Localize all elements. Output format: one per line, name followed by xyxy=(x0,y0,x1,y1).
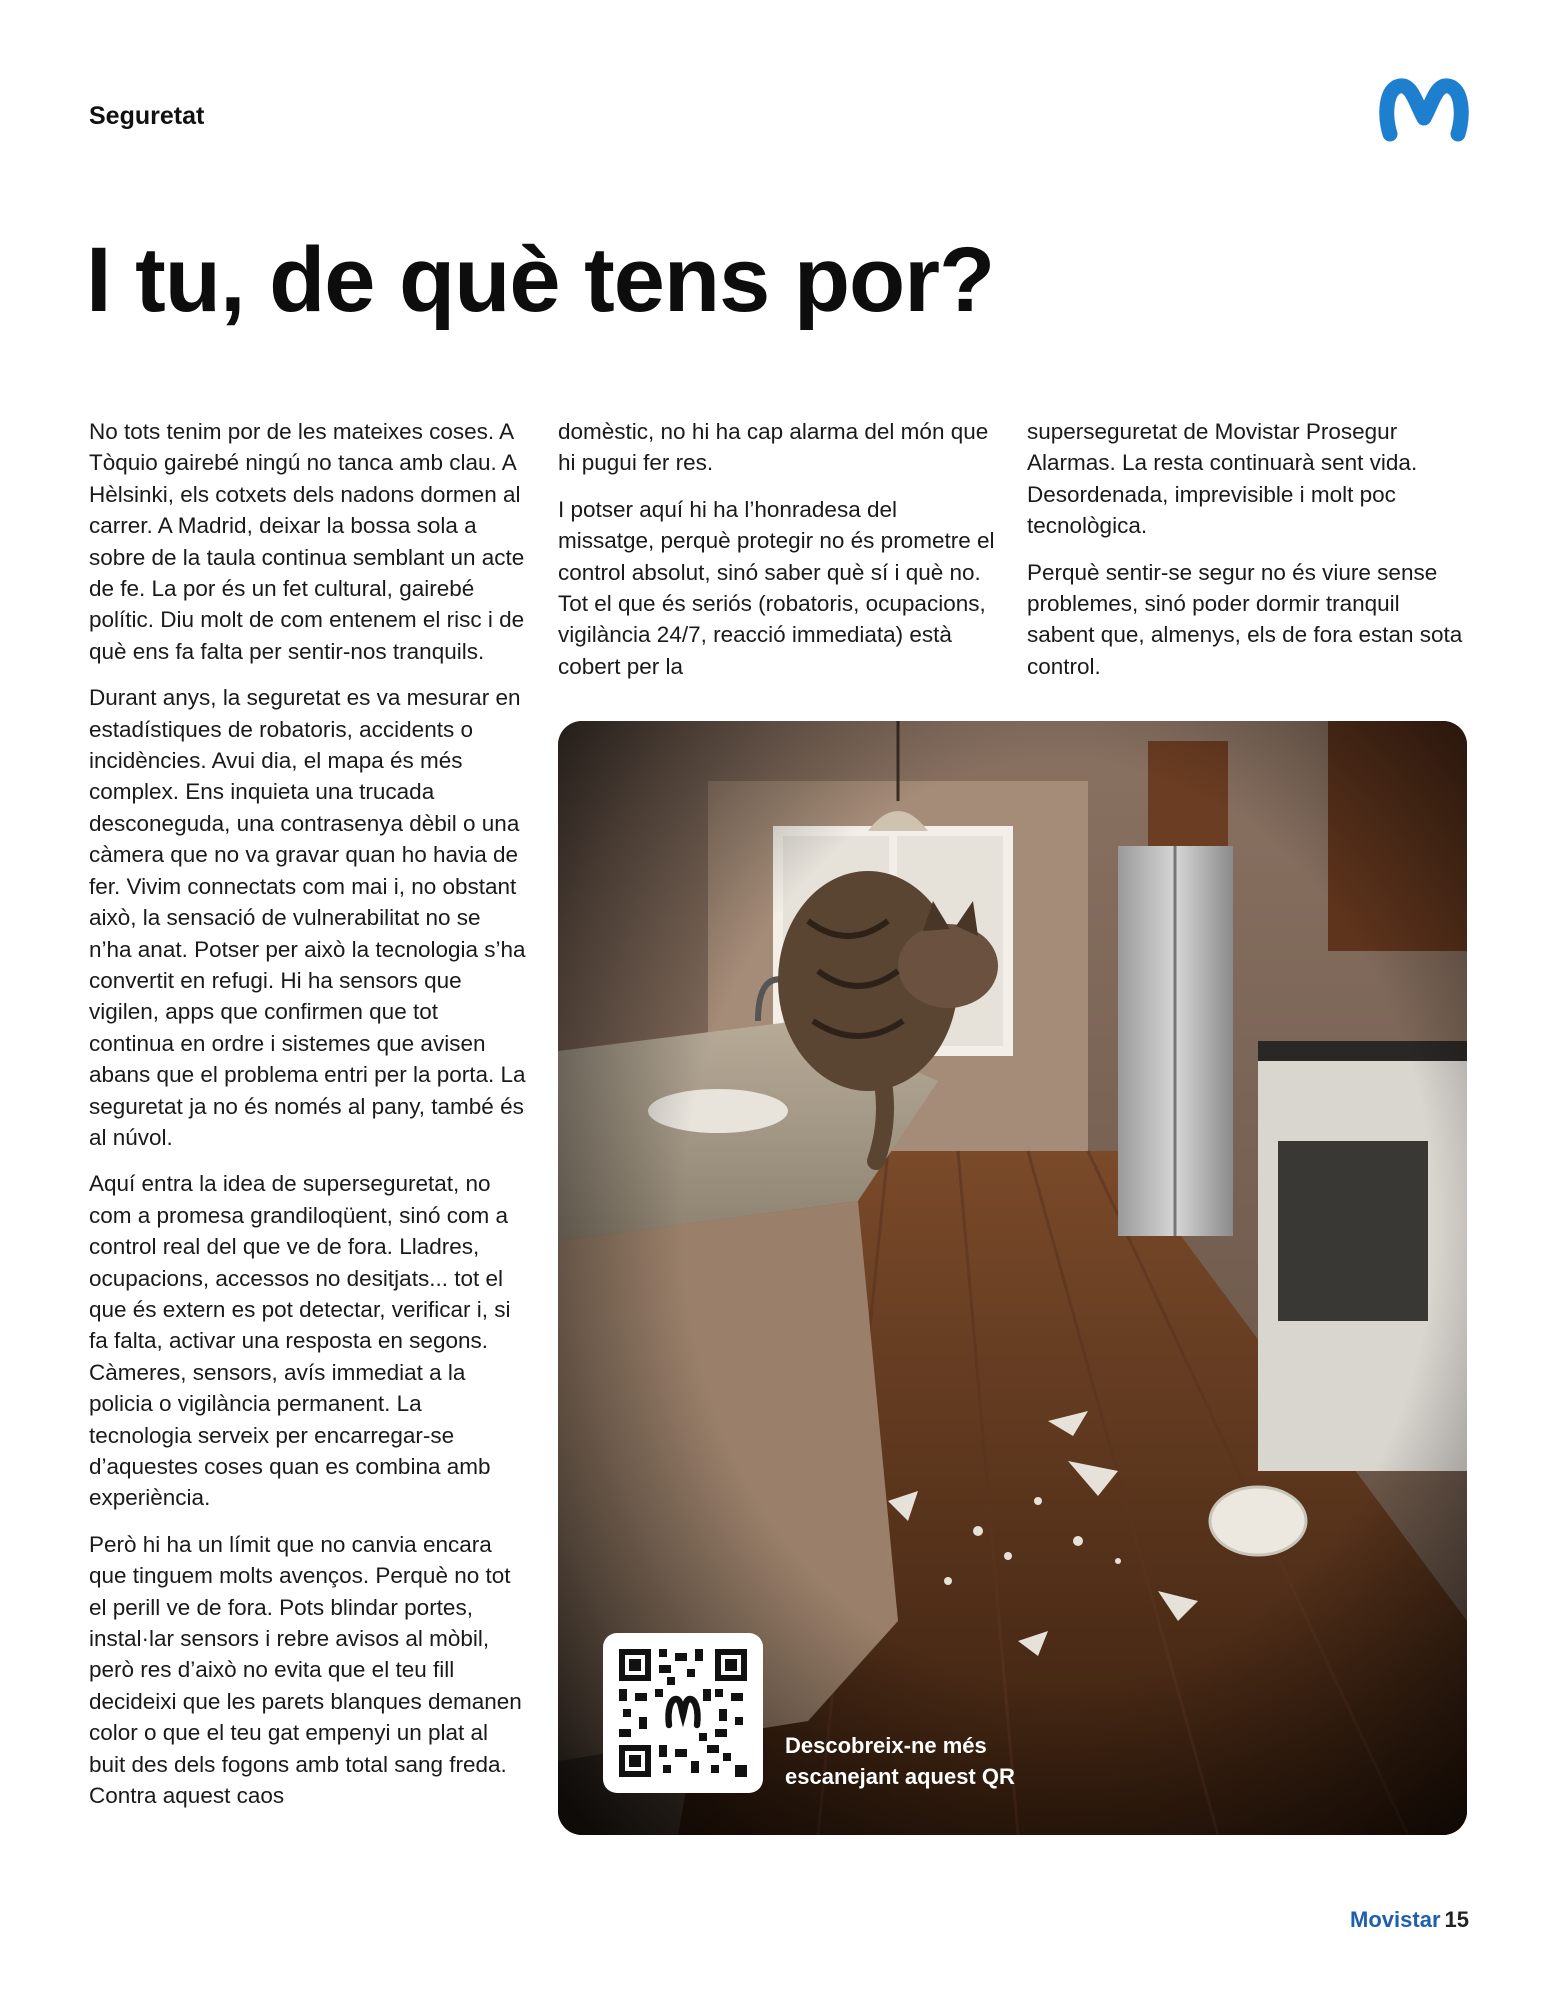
qr-code-icon xyxy=(615,1645,751,1781)
qr-code-card[interactable] xyxy=(603,1633,763,1793)
paragraph: Perquè sentir-se segur no és viure sense problemes, sinó poder dormir tranquil sabent que, almenys, els de fora estan sota control. xyxy=(1027,559,1463,679)
qr-cta-line-1: Descobreix-ne més xyxy=(785,1733,987,1758)
section-label: Seguretat xyxy=(89,102,205,130)
paragraph: Però hi ha un límit que no canvia encara que tinguem molts avenços. Perquè no tot el perill ve de fora. Pots blindar portes, instal·lar sensors i rebre avisos al mòbil, però res d’això no evita que el teu fill decideixi que les parets blanques demanen color o que el teu gat empenyi un plat al buit des dels fogons amb total sang freda. Contra aquest caos xyxy=(89,1531,522,1809)
paragraph: I potser aquí hi ha l’honradesa del missatge, perquè protegir no és prometre el control absolut, sinó saber què sí i què no. Tot el que és seriós (robatoris, ocupacions, vigilància 24/7, reacció immediata) està cobert per la xyxy=(558,496,995,679)
paragraph: superseguretat de Movistar Prosegur Alarmas. La resta continuarà sent vida. Desordenada, imprevisible i molt poc tecnològica. xyxy=(1027,419,1418,539)
paragraph: domèstic, no hi ha cap alarma del món que hi pugui fer res. xyxy=(558,419,989,476)
paragraph: Aquí entra la idea de superseguretat, no com a promesa grandiloqüent, sinó com a control real del que ve de fora. Lladres, ocupacions, accessos no desitjats... tot el que és extern es pot detectar, verificar i, si fa falta, activar una resposta en segons. Càmeres, sensors, avís immediat a la policia o vigilància permanent. La tecnologia serveix per encarregar-se d’aquestes coses quan es combina amb experiència. xyxy=(89,1171,511,1511)
paragraph: No tots tenim por de les mateixes coses. A Tòquio gairebé ningú no tanca amb clau. A Hèlsinki, els cotxets dels nadons dormen al carrer. A Madrid, deixar la bossa sola a sobre de la taula continua semblant un acte de fe. La por és un fet cultural, gairebé polític. Diu molt de com entenem el risc i de què ens fa falta per sentir-nos tranquils. xyxy=(89,419,525,664)
movistar-m-logo-icon xyxy=(1376,74,1472,146)
page-title: I tu, de què tens por? xyxy=(86,229,995,331)
qr-cta-line-2: escanejant aquest QR xyxy=(785,1764,1015,1789)
page-footer xyxy=(1350,1907,1469,1933)
article-column-2 xyxy=(558,416,998,697)
footer-brand: Movistar xyxy=(1350,1907,1441,1932)
paragraph: Durant anys, la seguretat es va mesurar en estadístiques de robatoris, accidents o incidències. Avui dia, el mapa és més complex. Ens inquieta una trucada desconeguda, una contrasenya dèbil o una càmera que no va gravar quan ho havia de fer. Vivim connectats com mai i, no obstant això, la sensació de vulnerabilitat no se n’ha anat. Potser per això la tecnologia s’ha convertit en refugi. Hi ha sensors que vigilen, apps que confirmen que tot continua en ordre i sistemes que avisen abans que el problema entri per la porta. La seguretat ja no és només al pany, també és al núvol. xyxy=(89,685,526,1150)
kitchen-cat-photo xyxy=(558,721,1467,1835)
article-column-1 xyxy=(89,416,529,1826)
qr-cta-text xyxy=(785,1730,1015,1792)
page-number: 15 xyxy=(1444,1907,1469,1932)
article-column-3 xyxy=(1027,416,1467,697)
